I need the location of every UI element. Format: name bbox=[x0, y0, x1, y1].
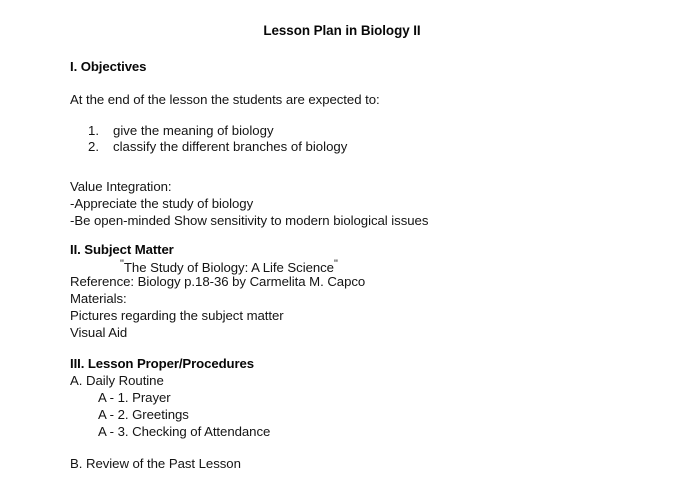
heading-subject-matter: II. Subject Matter bbox=[70, 242, 174, 257]
materials-label: Materials: bbox=[70, 291, 127, 306]
lesson-proper-part-b: B. Review of the Past Lesson bbox=[70, 456, 241, 471]
open-quote-mark: " bbox=[120, 258, 124, 270]
lesson-proper-item-a1: A - 1. Prayer bbox=[98, 390, 171, 405]
objectives-list bbox=[88, 123, 347, 155]
list-item bbox=[88, 139, 347, 155]
objectives-intro: At the end of the lesson the students are expected to: bbox=[70, 92, 380, 107]
list-item bbox=[88, 123, 347, 139]
subject-matter-topic: The Study of Biology: A Life Science bbox=[123, 260, 334, 275]
materials-line-1: Pictures regarding the subject matter bbox=[70, 308, 284, 323]
value-integration-line-1: -Appreciate the study of biology bbox=[70, 196, 254, 211]
heading-lesson-proper: III. Lesson Proper/Procedures bbox=[70, 356, 254, 371]
value-integration-line-2: -Be open-minded Show sensitivity to modern biological issues bbox=[70, 213, 429, 228]
subject-matter-reference: Reference: Biology p.18-36 by Carmelita M. Capco bbox=[70, 274, 366, 289]
value-integration-label: Value Integration: bbox=[70, 179, 172, 194]
subject-matter-topic-line bbox=[120, 256, 338, 276]
lesson-proper-part-a: A. Daily Routine bbox=[70, 373, 164, 388]
list-item-label: classify the different branches of biology bbox=[113, 139, 348, 154]
list-item-label: give the meaning of biology bbox=[113, 123, 274, 138]
list-item-number: 2. bbox=[88, 139, 99, 154]
lesson-proper-item-a2: A - 2. Greetings bbox=[98, 407, 189, 422]
lesson-proper-item-a3: A - 3. Checking of Attendance bbox=[98, 424, 271, 439]
materials-line-2: Visual Aid bbox=[70, 325, 128, 340]
page-title: Lesson Plan in Biology II bbox=[263, 23, 421, 38]
list-item-number: 1. bbox=[88, 123, 99, 138]
heading-objectives: I. Objectives bbox=[70, 59, 147, 74]
close-quote-mark: " bbox=[333, 258, 338, 270]
